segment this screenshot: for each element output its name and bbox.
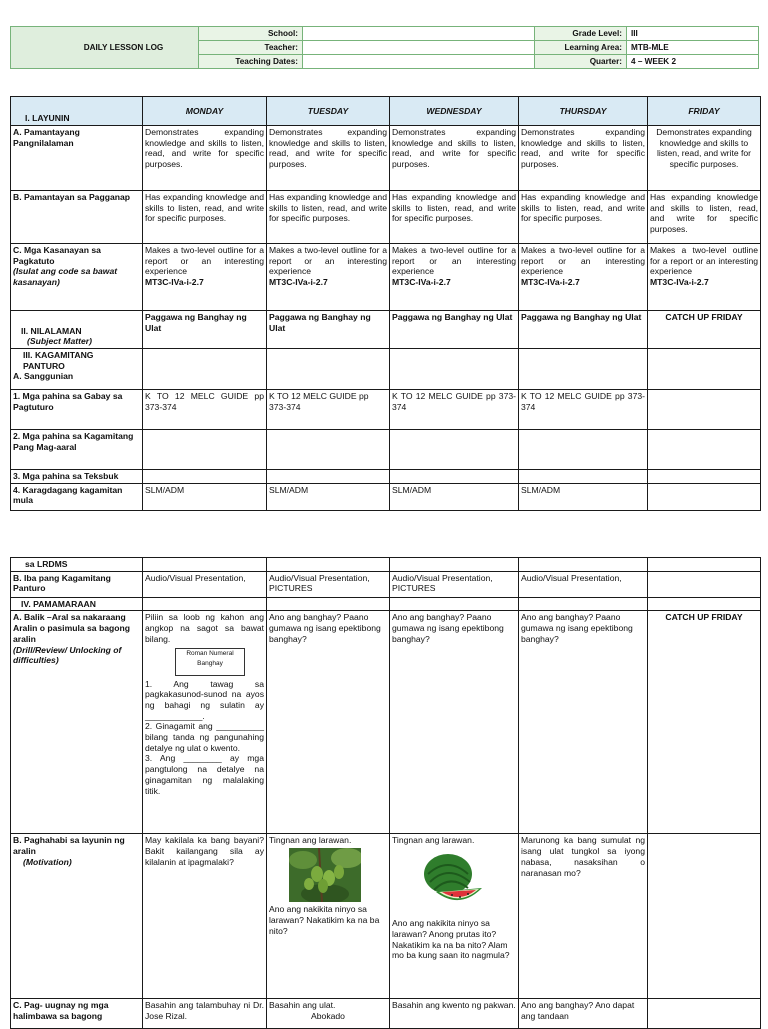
cell-friday: Demonstrates expanding knowledge and skills to listen, read, and write for specific purposes. [648,126,761,191]
motivation-instruction: Tingnan ang larawan. [269,835,352,846]
row-label-pamantayan-sa-pagganap: B. Pamantayan sa Pagganap [11,191,143,244]
choice-banghay: Banghay [197,659,223,667]
learning-area-value: MTB-MLE [627,41,759,55]
cell-monday [143,558,267,572]
cell-wednesday: K TO 12 MELC GUIDE pp 373-374 [390,390,519,430]
cell-friday [648,390,761,430]
cell-monday: Basahin ang talambuhay ni Dr. Jose Rizal. [143,999,267,1029]
cell-wednesday: Basahin ang kwento ng pakwan. [390,999,519,1029]
avocado-tree-image [289,848,361,902]
quarter-label: Quarter: [535,55,627,69]
competency-code: MT3C-IVa-i-2.7 [392,277,451,288]
cell-friday: CATCH UP FRIDAY [648,611,761,834]
cell-wednesday: Audio/Visual Presentation, PICTURES [390,571,519,597]
cell-friday [648,558,761,572]
lesson-log-table-page1 [10,96,761,511]
cell-friday [648,834,761,999]
cell-monday: Audio/Visual Presentation, [143,571,267,597]
cell-thursday [519,558,648,572]
quarter-value: 4 – WEEK 2 [627,55,759,69]
cell-tuesday [267,349,390,390]
cell-thursday: Audio/Visual Presentation, [519,571,648,597]
cell-thursday: SLM/ADM [519,483,648,510]
grade-level-value: III [627,27,759,41]
drill-item-2: 2. Ginagamit ang __________ bilang tanda ng pangunahing detalye ng ulat o kwento. [145,721,264,753]
school-label: School: [199,27,303,41]
reading-title: Abokado [311,1011,345,1022]
cell-monday: SLM/ADM [143,483,267,510]
cell-monday [143,611,267,834]
row-label-nilalaman [11,311,143,349]
drill-item-3: 3. Ang ________ ay mga pangtulong na detalye na ginagamitan ng malalaking titik. [145,753,264,796]
cell-wednesday [390,349,519,390]
cell-friday [648,571,761,597]
competency-code: MT3C-IVa-i-2.7 [521,277,580,288]
cell-thursday: Has expanding knowledge and skills to listen, read, and write for specific purposes. [519,191,648,244]
cell-friday [648,244,761,311]
cell-thursday: Ano ang banghay? Paano gumawa ng isang epektibong banghay? [519,611,648,834]
row-label-kasanayan-sa-pagkatuto [11,244,143,311]
cell-thursday [519,244,648,311]
cell-tuesday [267,244,390,311]
friday-header: FRIDAY [648,97,761,126]
row-label-kagamitang-pang-mag-aaral: 2. Mga pahina sa Kagamitang Pang Mag-aaral [11,430,143,470]
cell-tuesday [267,558,390,572]
balik-aral-label: A. Balik –Aral sa nakaraang Aralin o pasimula sa bagong aralin [13,612,130,644]
cell-thursday: K TO 12 MELC GUIDE pp 373-374 [519,390,648,430]
cell-friday [648,470,761,484]
competency-text: Makes a two-level outline for a report or an interesting experience [145,245,264,277]
cell-monday [143,470,267,484]
cell-monday: Demonstrates expanding knowledge and skills to listen, read, and write for specific purposes. [143,126,267,191]
row-label-paghahabi-sa-layunin [11,834,143,999]
cell-thursday: Demonstrates expanding knowledge and skills to listen, read, and write for specific purposes. [519,126,648,191]
choices-box [175,648,245,676]
cell-monday [143,430,267,470]
cell-friday [648,597,761,611]
cell-tuesday [267,597,390,611]
cell-wednesday: Ano ang banghay? Paano gumawa ng isang epektibong banghay? [390,611,519,834]
cell-wednesday [390,834,519,999]
row-label-pamamaraan: IV. PAMAMARAAN [11,597,143,611]
cell-tuesday: Has expanding knowledge and skills to listen, read, and write for specific purposes. [267,191,390,244]
cell-thursday [519,349,648,390]
kasanayan-note: (Isulat ang code sa bawat kasanayan) [13,266,118,288]
competency-text: Makes a two-level outline for a report or an interesting experience [650,245,758,277]
cell-thursday [519,470,648,484]
cell-tuesday: SLM/ADM [267,483,390,510]
cell-tuesday [267,999,390,1029]
lesson-log-table-page2 [10,557,761,1029]
cell-wednesday: SLM/ADM [390,483,519,510]
balik-aral-note: (Drill/Review/ Unlocking of difficulties) [13,644,122,666]
teaching-dates-label: Teaching Dates: [199,55,303,69]
cell-monday: May kakilala ka bang bayani? Bakit kailangang sila ay kilalanin at ipagmalaki? [143,834,267,999]
cell-tuesday: K TO 12 MELC GUIDE pp 373-374 [267,390,390,430]
row-label-pamantayang-pangnilalaman: A. Pamantayang Pangnilalaman [11,126,143,191]
drill-instructions: Piliin sa loob ng kahon ang angkop na sagot sa bawat bilang. [145,612,264,644]
cell-monday [143,349,267,390]
sanggunian-label: A. Sanggunian [13,371,74,382]
competency-text: Makes a two-level outline for a report or an interesting experience [521,245,645,277]
row-label-kagamitang-panturo [11,349,143,390]
paghahabi-label: B. Paghahabi sa layunin ng aralin [13,835,125,857]
cell-thursday: Marunong ka bang sumulat ng isang ulat tungkol sa iyong nabasa, nasaksihan o naranasan mo? [519,834,648,999]
school-value [303,27,535,41]
cell-wednesday: Demonstrates expanding knowledge and skills to listen, read, and write for specific purposes. [390,126,519,191]
row-label-pag-uugnay: C. Pag- uugnay ng mga halimbawa sa bagong [11,999,143,1029]
tuesday-header: TUESDAY [267,97,390,126]
cell-tuesday [267,470,390,484]
row-label-gabay-sa-pagtuturo: 1. Mga pahina sa Gabay sa Pagtuturo [11,390,143,430]
reading-instruction: Basahin ang ulat. [269,1000,336,1011]
motivation-questions: Ano ang nakikita ninyo sa larawan? Anong prutas ito? Nakatikim ka na ba nito? Alam mo ba kung saan ito nagmula? [392,918,510,961]
teacher-label: Teacher: [199,41,303,55]
competency-code: MT3C-IVa-i-2.7 [269,277,328,288]
cell-monday: K TO 12 MELC GUIDE pp 373-374 [143,390,267,430]
cell-wednesday: Has expanding knowledge and skills to listen, read, and write for specific purposes. [390,191,519,244]
row-label-lrdms: sa LRDMS [11,558,143,572]
cell-monday: Has expanding knowledge and skills to listen, read, and write for specific purposes. [143,191,267,244]
cell-tuesday: Audio/Visual Presentation, PICTURES [267,571,390,597]
competency-code: MT3C-IVa-i-2.7 [145,277,204,288]
cell-thursday [519,430,648,470]
header-table [10,26,759,69]
document-title: DAILY LESSON LOG [11,27,199,69]
cell-thursday: Paggawa ng Banghay ng Ulat [519,311,648,349]
paghahabi-note: (Motivation) [23,856,72,867]
teaching-dates-value [303,55,535,69]
cell-monday: Paggawa ng Banghay ng Ulat [143,311,267,349]
competency-text: Makes a two-level outline for a report or an interesting experience [392,245,516,277]
cell-tuesday: Ano ang banghay? Paano gumawa ng isang epektibong banghay? [267,611,390,834]
competency-code: MT3C-IVa-i-2.7 [650,277,709,288]
competency-text: Makes a two-level outline for a report or an interesting experience [269,245,387,277]
cell-wednesday [390,470,519,484]
cell-friday [648,483,761,510]
thursday-header: THURSDAY [519,97,648,126]
kasanayan-label: C. Mga Kasanayan sa Pagkatuto [13,245,101,266]
cell-wednesday: Paggawa ng Banghay ng Ulat [390,311,519,349]
cell-wednesday [390,597,519,611]
cell-friday [648,349,761,390]
row-label-iba-pang-kagamitang-panturo: B. Iba pang Kagamitang Panturo [11,571,143,597]
row-label-balik-aral [11,611,143,834]
kagamitang-panturo-label: III. KAGAMITANG PANTURO [23,350,94,371]
cell-friday [648,430,761,470]
layunin-header: I. LAYUNIN [11,97,143,126]
nilalaman-label: II. NILALAMAN [21,325,82,336]
cell-wednesday [390,430,519,470]
cell-friday [648,999,761,1029]
learning-area-label: Learning Area: [535,41,627,55]
row-label-karagdagang-kagamitan: 4. Karagdagang kagamitan mula [11,483,143,510]
teacher-value [303,41,535,55]
cell-tuesday [267,430,390,470]
cell-monday [143,597,267,611]
watermelon-image [422,852,484,910]
cell-thursday: Ano ang banghay? Ano dapat ang tandaan [519,999,648,1029]
nilalaman-note: (Subject Matter) [27,336,92,347]
choice-roman-numeral: Roman Numeral [186,649,234,657]
monday-header: MONDAY [143,97,267,126]
grade-level-label: Grade Level: [535,27,627,41]
wednesday-header: WEDNESDAY [390,97,519,126]
cell-wednesday [390,244,519,311]
cell-tuesday [267,834,390,999]
cell-friday: Has expanding knowledge and skills to listen, read, and write for specific purposes. [648,191,761,244]
motivation-questions: Ano ang nakikita ninyo sa larawan? Nakatikim ka na ba nito? [269,904,380,936]
row-label-teksbuk: 3. Mga pahina sa Teksbuk [11,470,143,484]
drill-item-1: 1. Ang tawag sa pagkakasunod-sunod na ayos ng bahagi ng sulatin ay ____________. [145,678,264,721]
cell-monday [143,244,267,311]
cell-friday: CATCH UP FRIDAY [648,311,761,349]
cell-thursday [519,597,648,611]
motivation-instruction: Tingnan ang larawan. [392,835,475,846]
cell-tuesday: Paggawa ng Banghay ng Ulat [267,311,390,349]
cell-wednesday [390,558,519,572]
cell-tuesday: Demonstrates expanding knowledge and skills to listen, read, and write for specific purposes. [267,126,390,191]
